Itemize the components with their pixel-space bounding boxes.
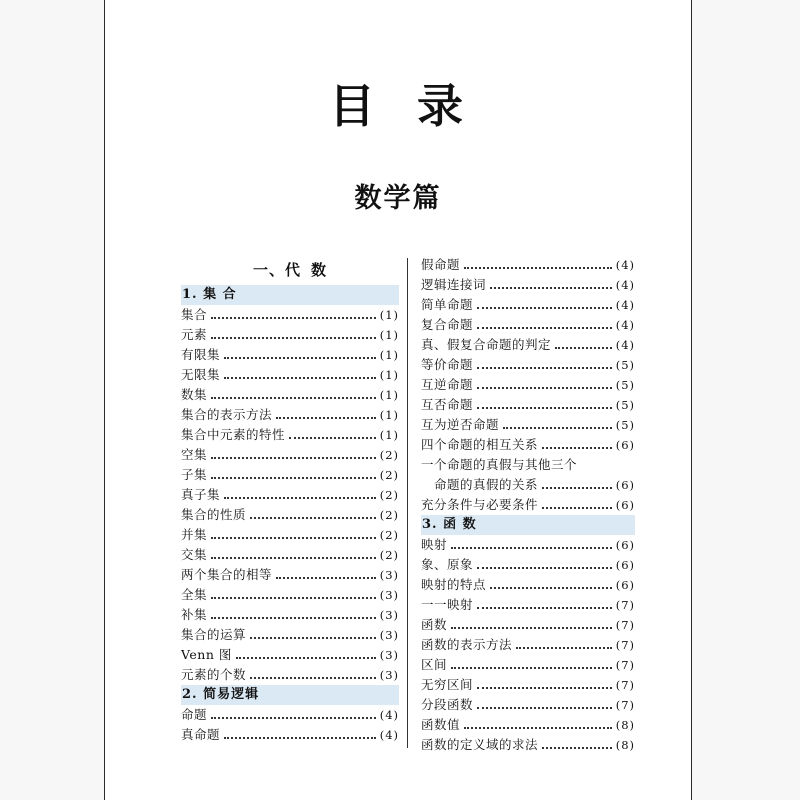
dot-leader: [211, 536, 376, 539]
dot-leader: [477, 406, 612, 409]
dot-leader: [490, 586, 612, 589]
dot-leader: [477, 606, 612, 609]
toc-entry[interactable]: [421, 575, 635, 595]
entry-name: Venn 图: [181, 647, 232, 662]
entry-name: 集合的性质: [181, 507, 247, 522]
toc-entry[interactable]: [421, 335, 635, 355]
entry-page: (3): [379, 668, 399, 682]
entry-name: 集合的表示方法: [181, 407, 273, 422]
toc-entry[interactable]: [181, 705, 399, 725]
toc-entry-twoline[interactable]: [421, 455, 635, 495]
entry-name: 元素: [181, 327, 208, 342]
entry-name: 等价命题: [421, 357, 474, 372]
dot-leader: [451, 626, 612, 629]
entry-name: 函数的表示方法: [421, 637, 513, 652]
dot-leader: [451, 666, 612, 669]
dot-leader: [224, 356, 376, 359]
entry-page: (4): [379, 708, 399, 722]
entry-name: 简单命题: [421, 297, 474, 312]
page-title: [105, 70, 691, 136]
toc-entry[interactable]: [421, 535, 635, 555]
dot-leader: [250, 516, 376, 519]
entry-name: 集合中元素的特性: [181, 427, 286, 442]
toc-entry[interactable]: [421, 275, 635, 295]
dot-leader: [451, 546, 612, 549]
toc-entry[interactable]: [421, 375, 635, 395]
entry-page: (4): [615, 298, 635, 312]
entry-page: (6): [615, 438, 635, 452]
dot-leader: [224, 736, 376, 739]
entry-name: 有限集: [181, 347, 221, 362]
entry-page: (2): [379, 448, 399, 462]
section-heading: 2. 简易逻辑: [181, 685, 399, 705]
entry-page: (2): [379, 528, 399, 542]
dot-leader: [490, 286, 612, 289]
entry-name: 分段函数: [421, 697, 474, 712]
entry-page: (5): [615, 398, 635, 412]
dot-leader: [477, 366, 612, 369]
dot-leader: [224, 376, 376, 379]
entry-page: (8): [615, 738, 635, 752]
entry-name-line2: 命题的真假的关系: [434, 477, 539, 492]
toc-entry[interactable]: [421, 715, 635, 735]
dot-leader: [464, 726, 612, 729]
entry-page: (4): [615, 318, 635, 332]
entry-page: (5): [615, 378, 635, 392]
dot-leader: [211, 336, 376, 339]
toc-entry[interactable]: [181, 645, 399, 665]
entry-name: 元素的个数: [181, 667, 247, 682]
dot-leader: [236, 656, 376, 659]
dot-leader: [477, 326, 612, 329]
part-heading: 一、代 数: [252, 261, 328, 279]
entry-name: 真子集: [181, 487, 221, 502]
dot-leader: [250, 676, 376, 679]
toc-entry[interactable]: [181, 525, 399, 545]
entry-page: (4): [615, 278, 635, 292]
entry-name: 互逆命题: [421, 377, 474, 392]
entry-name: 集合: [181, 307, 208, 322]
toc-entry[interactable]: [181, 405, 399, 425]
toc-entry[interactable]: [181, 385, 399, 405]
toc-entry[interactable]: [181, 325, 399, 345]
toc-entry[interactable]: [421, 635, 635, 655]
entry-name: 互为逆否命题: [421, 417, 500, 432]
entry-name: 两个集合的相等: [181, 567, 273, 582]
entry-page: (8): [615, 718, 635, 732]
entry-page: (7): [615, 638, 635, 652]
entry-name-line1: 一个命题的真假与其他三个: [421, 457, 578, 472]
column-divider: [407, 258, 408, 748]
entry-name: 假命题: [421, 257, 461, 272]
dot-leader: [276, 416, 376, 419]
toc-entry[interactable]: [421, 315, 635, 335]
toc-entry[interactable]: [181, 565, 399, 585]
entry-name: 数集: [181, 387, 208, 402]
entry-page: (1): [379, 368, 399, 382]
entry-name: 函数的定义域的求法: [421, 737, 539, 752]
toc-entry[interactable]: [421, 615, 635, 635]
entry-name: 函数值: [421, 717, 461, 732]
dot-leader: [211, 616, 376, 619]
entry-page: (6): [615, 538, 635, 552]
toc-entry[interactable]: [421, 655, 635, 675]
dot-leader: [503, 426, 612, 429]
dot-leader: [477, 706, 612, 709]
toc-left-list: [181, 285, 399, 745]
toc-entry[interactable]: [421, 395, 635, 415]
dot-leader: [211, 316, 376, 319]
entry-name: 映射的特点: [421, 577, 487, 592]
entry-page: (4): [615, 258, 635, 272]
entry-page: (5): [615, 418, 635, 432]
entry-page: (6): [615, 578, 635, 592]
toc-entry[interactable]: [181, 345, 399, 365]
entry-page: (6): [615, 478, 635, 492]
toc-right-list-c: [421, 535, 635, 755]
dot-leader: [211, 716, 376, 719]
dot-leader: [516, 646, 612, 649]
dot-leader: [542, 506, 612, 509]
entry-page: (1): [379, 428, 399, 442]
entry-page: (1): [379, 328, 399, 342]
toc-entry[interactable]: [421, 675, 635, 695]
entry-name: 子集: [181, 467, 208, 482]
entry-page: (3): [379, 648, 399, 662]
entry-name: 命题: [181, 707, 208, 722]
entry-name: 充分条件与必要条件: [421, 497, 539, 512]
entry-name: 真、假复合命题的判定: [421, 337, 552, 352]
entry-page: (3): [379, 608, 399, 622]
entry-name: 补集: [181, 607, 208, 622]
dot-leader: [211, 456, 376, 459]
toc-right-list-b: [421, 495, 635, 515]
entry-name: 映射: [421, 537, 448, 552]
dot-leader: [211, 476, 376, 479]
toc-entry[interactable]: [421, 355, 635, 375]
toc-entry[interactable]: [181, 365, 399, 385]
entry-page: (1): [379, 408, 399, 422]
entry-name: 并集: [181, 527, 208, 542]
entry-name: 集合的运算: [181, 627, 247, 642]
section-subtitle: 数学篇: [354, 183, 442, 214]
toc-entry[interactable]: [421, 415, 635, 435]
entry-name: 逻辑连接词: [421, 277, 487, 292]
toc-entry[interactable]: [421, 495, 635, 515]
toc-entry[interactable]: [181, 445, 399, 465]
toc-entry[interactable]: [181, 725, 399, 745]
toc-entry[interactable]: [181, 585, 399, 605]
entry-name: 全集: [181, 587, 208, 602]
dot-leader: [250, 636, 376, 639]
toc-entry[interactable]: [181, 305, 399, 325]
entry-page: (3): [379, 568, 399, 582]
toc-right-list-a: [421, 255, 635, 455]
dot-leader: [276, 576, 376, 579]
toc-entry[interactable]: [421, 435, 635, 455]
entry-page: (4): [379, 728, 399, 742]
toc-entry[interactable]: [421, 735, 635, 755]
entry-page: (2): [379, 468, 399, 482]
entry-page: (7): [615, 678, 635, 692]
toc-entry[interactable]: [181, 625, 399, 645]
entry-name: 真命题: [181, 727, 221, 742]
toc-entry[interactable]: [181, 425, 399, 445]
toc-entry[interactable]: [421, 695, 635, 715]
dot-leader: [211, 396, 376, 399]
entry-name: 复合命题: [421, 317, 474, 332]
dot-leader: [542, 746, 612, 749]
entry-name: 无穷区间: [421, 677, 474, 692]
entry-page: (6): [615, 558, 635, 572]
toc-right-column: [421, 255, 635, 755]
toc-entry[interactable]: [181, 605, 399, 625]
entry-name: 交集: [181, 547, 208, 562]
entry-name: 一一映射: [421, 597, 474, 612]
section-heading: 3. 函 数: [421, 515, 635, 535]
entry-page: (7): [615, 618, 635, 632]
toc-entry[interactable]: [421, 555, 635, 575]
entry-name: 四个命题的相互关系: [421, 437, 539, 452]
toc-entry[interactable]: [421, 255, 635, 275]
toc-entry[interactable]: [421, 295, 635, 315]
dot-leader: [477, 386, 612, 389]
dot-leader: [464, 266, 612, 269]
entry-name: 互否命题: [421, 397, 474, 412]
dot-leader: [224, 496, 376, 499]
entry-name: 象、原象: [421, 557, 474, 572]
toc-entry[interactable]: [181, 485, 399, 505]
toc-entry[interactable]: [181, 545, 399, 565]
entry-page: (1): [379, 348, 399, 362]
entry-page: (7): [615, 658, 635, 672]
entry-name: 区间: [421, 657, 448, 672]
dot-leader: [477, 566, 612, 569]
section-heading: 1. 集 合: [181, 285, 399, 305]
entry-page: (2): [379, 488, 399, 502]
entry-page: (1): [379, 308, 399, 322]
dot-leader: [542, 486, 612, 489]
toc-page: [104, 0, 692, 800]
toc-left-column: [181, 255, 399, 745]
entry-page: (4): [615, 338, 635, 352]
entry-page: (3): [379, 588, 399, 602]
entry-name: 空集: [181, 447, 208, 462]
toc-entry[interactable]: [181, 665, 399, 685]
entry-page: (3): [379, 628, 399, 642]
toc-entry[interactable]: [181, 465, 399, 485]
entry-page: (1): [379, 388, 399, 402]
toc-entry[interactable]: [181, 505, 399, 525]
dot-leader: [555, 346, 612, 349]
page-title-char-1: 目: [329, 79, 379, 133]
entry-name: 无限集: [181, 367, 221, 382]
dot-leader: [211, 556, 376, 559]
dot-leader: [477, 686, 612, 689]
entry-page: (7): [615, 598, 635, 612]
entry-name: 函数: [421, 617, 448, 632]
dot-leader: [289, 436, 376, 439]
entry-page: (7): [615, 698, 635, 712]
entry-page: (2): [379, 508, 399, 522]
entry-page: (6): [615, 498, 635, 512]
toc-entry[interactable]: [421, 595, 635, 615]
entry-page: (2): [379, 548, 399, 562]
page-title-char-2: 录: [417, 79, 467, 133]
dot-leader: [542, 446, 612, 449]
dot-leader: [477, 306, 612, 309]
entry-page: (5): [615, 358, 635, 372]
dot-leader: [211, 596, 376, 599]
